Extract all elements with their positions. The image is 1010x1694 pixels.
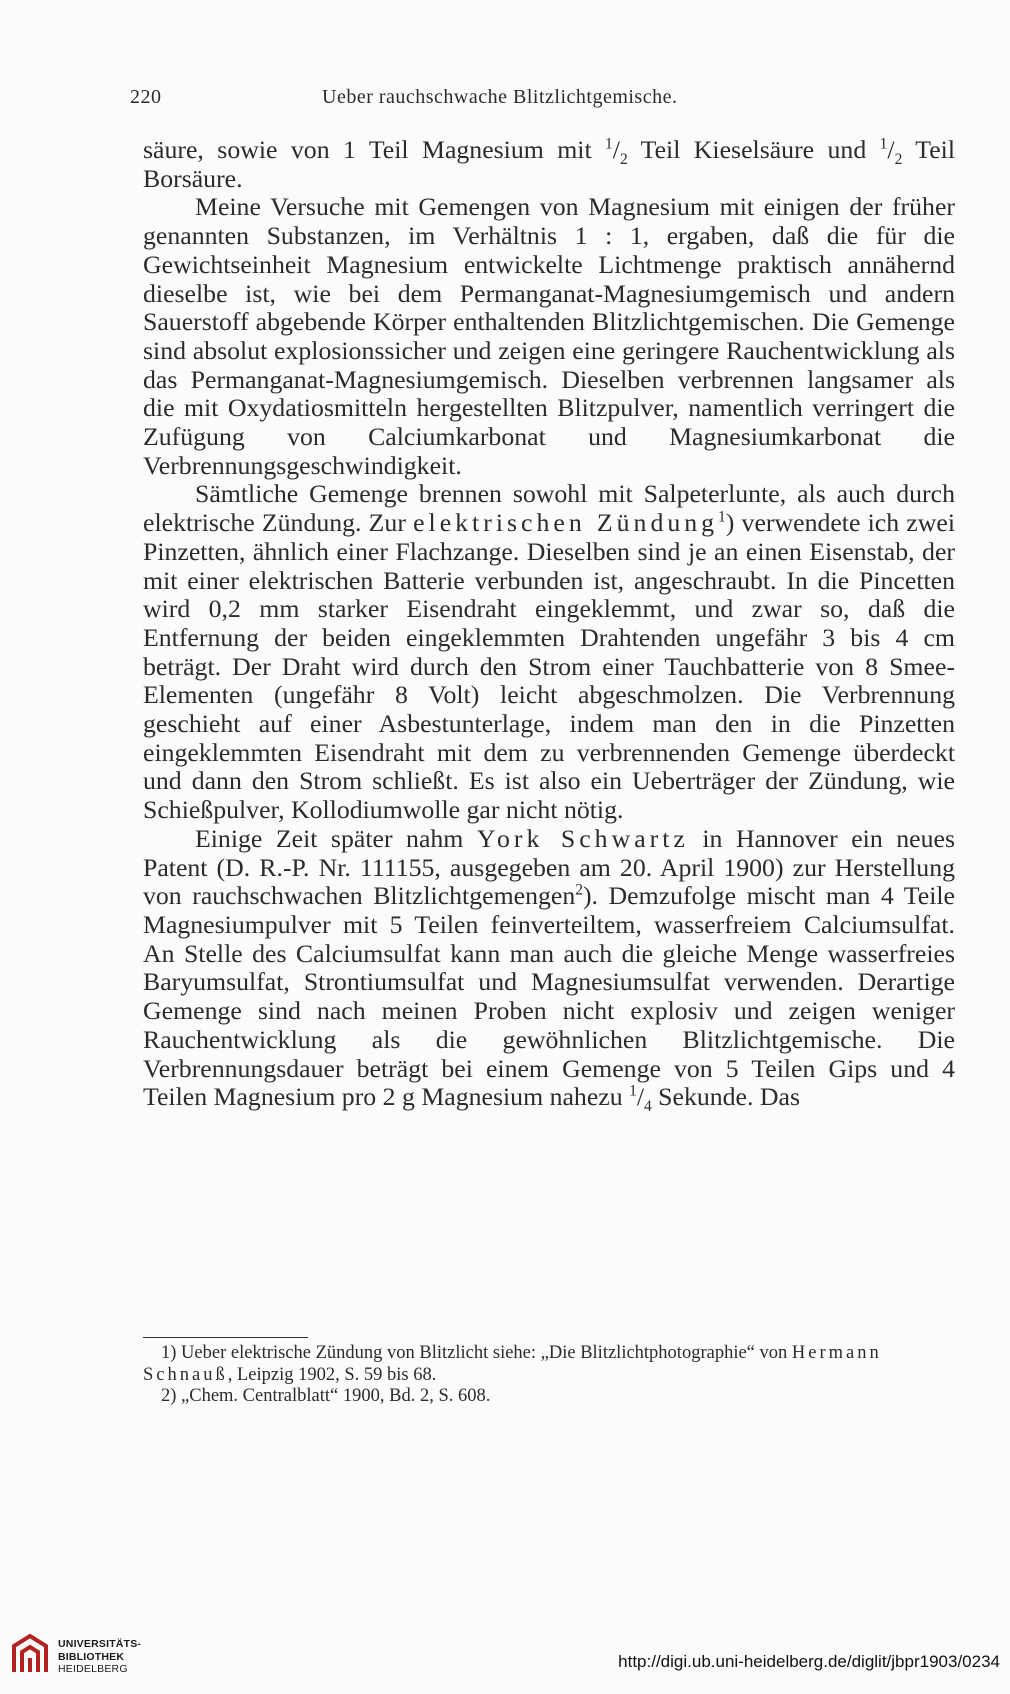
fraction-denominator: 2 xyxy=(894,151,903,169)
footnote-divider xyxy=(143,1337,308,1338)
library-name xyxy=(58,1638,141,1676)
text-run: Teil Borsäure. xyxy=(143,135,955,193)
text-run: in Hannover ein neues Patent (D. R.-P. Nr. 111155, ausgegeben am 20. April 1900) zur Herstellung von rauchschwachen Blitzlichtgemengen xyxy=(143,823,955,911)
text-run: ). Demzufolge mischt man 4 Teile Magnesiumpulver mit 5 Teilen feinverteiltem, wasserfreiem Calciumsulfat. An Stelle des Calciumsulfat kann man auch die gleiche Menge wasserfreies Baryumsulfat, Strontiumsulfat und Magnesiumsulfat verwenden. Derartige Gemenge sind nach meinen Proben nicht explosiv und zeigen weniger Rauchentwicklung als die gewöhnlichen Blitzlichtgemische. Die Verbrennungsdauer beträgt bei einem Gemenge von 5 Teilen Gips und 4 Teilen Magnesium pro 2 g Magnesium nahezu xyxy=(143,881,956,1112)
text-run: 1) Ueber elektrische Zündung von Blitzlicht siehe: „Die Blitzlichtphotographie“ von xyxy=(161,1343,792,1363)
paragraph-4 xyxy=(143,823,956,1116)
footnote-marker: 2 xyxy=(575,881,583,899)
fraction-numerator: 1 xyxy=(629,1082,637,1100)
fraction-one-half: $^1/_2$ xyxy=(879,135,903,169)
fraction-numerator: 1 xyxy=(879,135,888,153)
text-run: Einige Zeit später nahm xyxy=(195,823,477,853)
paragraph-3 xyxy=(143,480,955,824)
paragraph-2: Meine Versuche mit Gemengen von Magnesium mit einigen der früher genannten Substanzen, im Verhältnis 1 : 1, ergaben, daß die für die Gewichtseinheit Magnesium entwickelte Lichtmenge praktisch annähernd dieselbe ist, wie bei dem Permanganat-Magnesiumgemisch und andern Sauerstoff abgebende Körper enthaltenden Blitzlichtgemischen. Die Gemenge sind absolut explosionssicher und zeigen eine geringere Rauchentwicklung als das Permanganat-Magnesiumgemisch. Dieselben verbrennen langsamer als die mit Oxydatiosmitteln hergestellten Blitzpulver, namentlich verringert die Zufügung von Calciumkarbonat und Magnesiumkarbonat die Verbrennungsgeschwindigkeit. xyxy=(143,192,955,480)
fraction-one-quarter: $^1/_4$ xyxy=(629,1082,652,1116)
footnote-1 xyxy=(143,1343,955,1386)
library-name-line: UNIVERSITÄTS- xyxy=(58,1638,142,1650)
text-run: säure, sowie von 1 Teil Magnesium mit xyxy=(143,135,606,164)
fraction-denominator: 2 xyxy=(619,151,628,169)
library-logo xyxy=(10,1628,150,1684)
paragraph-1 xyxy=(143,136,955,193)
page-number: 220 xyxy=(130,86,162,108)
text-run: , Leipzig 1902, S. 59 bis 68. xyxy=(227,1364,437,1385)
footnote-2: 2) „Chem. Centralblatt“ 1900, Bd. 2, S. 608. xyxy=(161,1386,491,1406)
fraction-numerator: 1 xyxy=(605,135,613,153)
footnotes xyxy=(143,1343,955,1408)
source-url[interactable]: http://digi.ub.uni-heidelberg.de/diglit/jbpr1903/0234 xyxy=(618,1652,1000,1671)
author-name: Hermann Schnauß xyxy=(143,1343,882,1385)
text-run: ) verwendete ich zwei Pinzetten, ähnlich einer Flachzange. Dieselben sind je an einen Eisenstab, der mit einer elektrischen Batterie verbunden ist, angeschraubt. In die Pincetten wird 0,2 mm starker Eisendraht eingeklemmt, und zwar so, daß die Entfernung der beiden eingeklemmten Drahtenden ungefähr 3 bis 4 cm beträgt. Der Draht wird durch den Strom einer Tauchbatterie von 8 Smee-Elementen (ungefähr 8 Volt) leicht abgeschmolzen. Die Verbrennung geschieht auf einer Asbestunterlage, indem man den in die Pinzetten eingeklemmten Eisendraht mit dem zu verbrennenden Gemenge überdeckt und dann den Strom schließt. Es ist also ein Ueberträger der Zündung, wie Schießpulver, Kollodiumwolle gar nicht nötig. xyxy=(143,508,955,825)
library-emblem-icon xyxy=(10,1632,50,1678)
person-name: York Schwartz xyxy=(476,823,689,853)
text-run: Sämtliche Gemenge brennen sowohl mit Salpeterlunte, als auch durch elektrische Zündung. Zur xyxy=(143,479,955,538)
text-run: Teil Kieselsäure und xyxy=(627,135,880,164)
library-name-line: BIBLIOTHEK xyxy=(58,1650,125,1663)
footnote-marker: 1 xyxy=(718,508,726,526)
running-title: Ueber rauchschwache Blitzlichtgemische. xyxy=(322,86,678,108)
fraction-one-half: $^1/_2$ xyxy=(605,135,628,169)
body-text xyxy=(143,135,956,1116)
fraction-denominator: 4 xyxy=(643,1098,652,1116)
text-run: Sekunde. Das xyxy=(651,1082,801,1112)
emphasized-term: elektrischen Zündung xyxy=(413,508,719,538)
library-name-line: HEIDELBERG xyxy=(58,1663,128,1675)
